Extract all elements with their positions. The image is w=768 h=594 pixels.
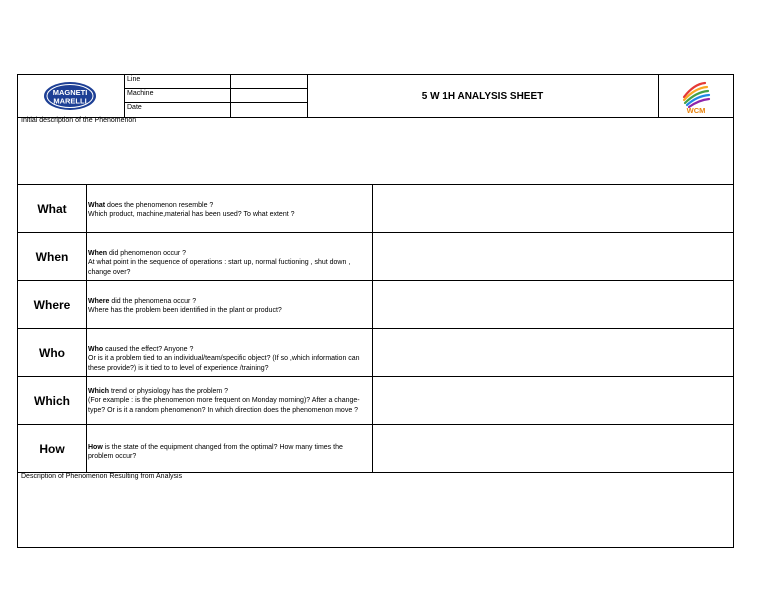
row-question	[87, 329, 373, 376]
row-who	[18, 329, 733, 377]
row-label: What	[18, 185, 87, 232]
question-keyword: Where	[88, 298, 110, 305]
row-label: Where	[18, 281, 87, 328]
answer-how[interactable]	[373, 425, 733, 472]
row-question	[87, 281, 373, 328]
answer-what[interactable]	[373, 185, 733, 232]
question-detail: Which product, machine,material has been used? To what extent ?	[88, 211, 295, 219]
date-value[interactable]	[230, 103, 307, 117]
answer-where[interactable]	[373, 281, 733, 328]
question-detail: Where has the problem been identified in the plant or product?	[88, 307, 282, 315]
question-text: does the phenomenon resemble ?	[105, 202, 214, 209]
row-label: When	[18, 233, 87, 280]
initial-description-section	[18, 117, 733, 185]
analysis-sheet	[17, 74, 734, 548]
sheet-header	[18, 75, 733, 118]
magneti-marelli-logo	[18, 75, 124, 117]
row-question	[87, 185, 373, 232]
field-label: Machine	[127, 90, 154, 97]
row-which	[18, 377, 733, 425]
final-description-label: Description of Phenomenon Resulting from Analysis	[21, 473, 183, 480]
row-question	[87, 233, 373, 280]
question-keyword: Which	[88, 388, 109, 395]
field-label: Line	[127, 76, 141, 83]
question-keyword: How	[88, 444, 103, 451]
row-question	[87, 377, 373, 424]
row-question	[87, 425, 373, 472]
question-keyword: Who	[88, 346, 104, 353]
question-text: caused the effect? Anyone ?	[103, 346, 194, 353]
final-description-section	[18, 473, 733, 547]
question-text: did the phenomena occur ?	[109, 298, 197, 305]
question-keyword: When	[88, 250, 108, 257]
row-where	[18, 281, 733, 329]
sheet-title: 5 W 1H ANALYSIS SHEET	[307, 75, 659, 117]
field-label: Date	[127, 104, 142, 111]
question-detail: Or is it a problem tied to an individual/team/specific object? (If so ,which information can these provide?) is it tied to to level of experience /training?	[88, 355, 360, 372]
question-keyword: What	[88, 202, 106, 209]
question-detail: At what point in the sequence of operations : start up, normal fuctioning , shut down , change over?	[88, 259, 351, 276]
answer-who[interactable]	[373, 329, 733, 376]
meta-fields	[124, 75, 308, 117]
machine-value[interactable]	[230, 89, 307, 102]
row-what	[18, 185, 733, 233]
field-machine	[124, 89, 307, 103]
line-value[interactable]	[230, 75, 307, 88]
answer-which[interactable]	[373, 377, 733, 424]
row-label: How	[18, 425, 87, 472]
field-date	[124, 103, 307, 117]
question-text: trend or physiology has the problem ?	[109, 388, 229, 395]
logo-cell	[18, 75, 125, 117]
question-text: did phenomenon occur ?	[107, 250, 187, 257]
row-label: Who	[18, 329, 87, 376]
answer-when[interactable]	[373, 233, 733, 280]
wcm-logo-cell	[658, 75, 733, 117]
row-label: Which	[18, 377, 87, 424]
wcm-text: WCM	[686, 106, 706, 115]
initial-description-label: Initial description of the Phenomenon	[21, 117, 137, 124]
logo-text-bottom: MARELLI	[53, 96, 87, 106]
row-how	[18, 425, 733, 473]
logo-text-top: MAGNETI	[52, 88, 88, 97]
field-line	[124, 75, 307, 89]
question-detail: (For example : is the phenomenon more frequent on Monday morning)? After a change-type? Or is it a random phenomenon? In which direction does the phenomenon move ?	[88, 397, 360, 414]
row-when	[18, 233, 733, 281]
question-text: is the state of the equipment changed from the optimal? How many times the problem occur?	[88, 444, 343, 461]
wcm-logo	[658, 75, 733, 117]
